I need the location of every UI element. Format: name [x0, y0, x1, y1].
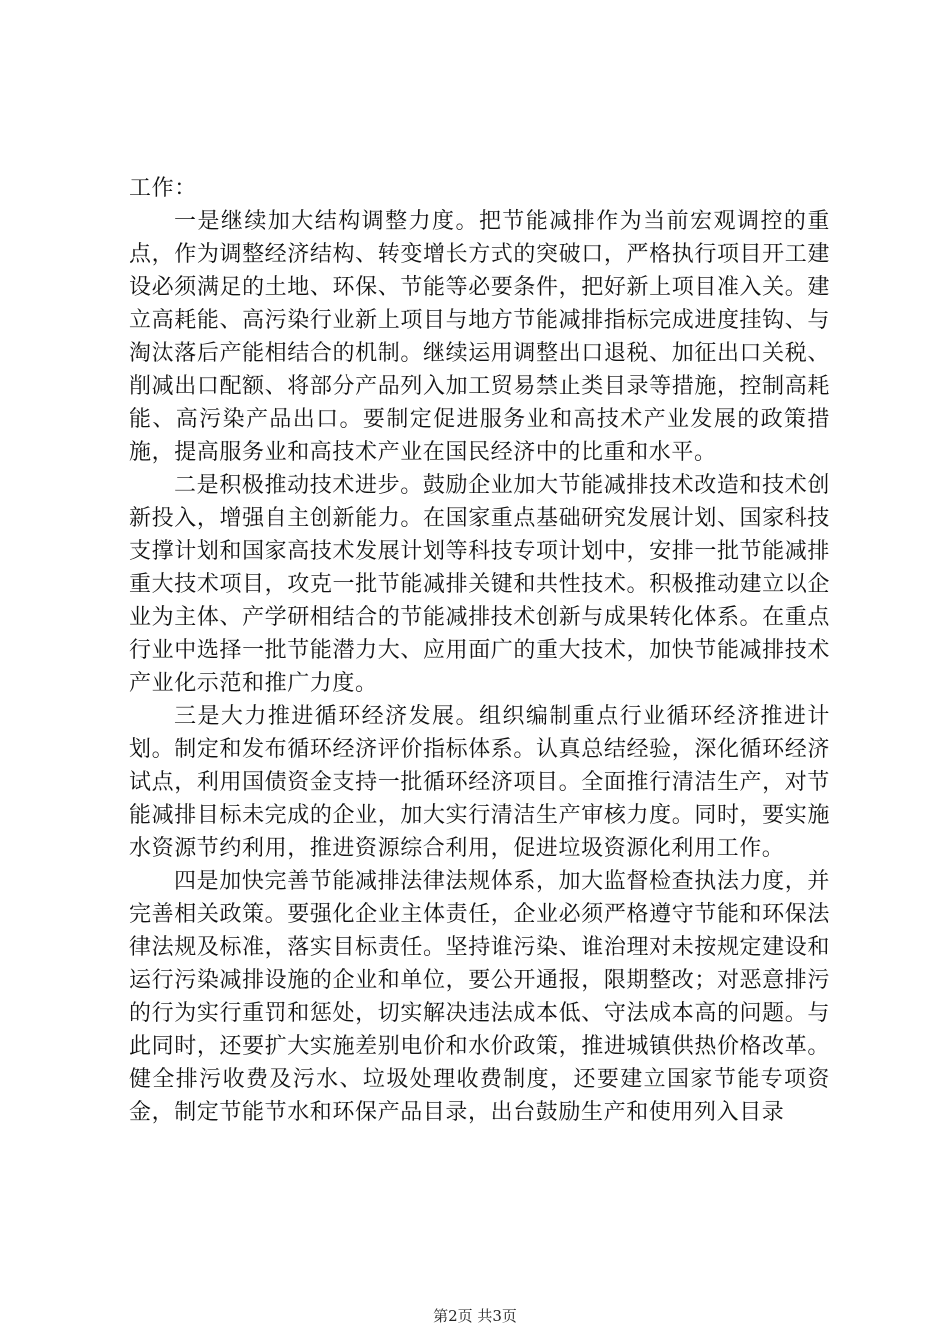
lead-line: 工作： — [129, 176, 197, 201]
paragraph-technology-progress: 二是积极推动技术进步。鼓励企业加大节能减排技术改造和技术创新投入，增强自主创新能力。在国家重点基础研究发展计划、国家科技支撑计划和国家高技术发展计划等科技专项计划中，安排一批节能减排重大技术项目，攻克一批节能减排关键和共性技术。积极推动建立以企业为主体、产学研相结合的节能减排技术创新与成果转化体系。在重点行业中选择一批节能潜力大、应用面广的重大技术，加快节能减排技术产业化示范和推广力度。 — [129, 473, 830, 696]
document-body — [129, 172, 830, 1129]
paragraph-circular-economy: 三是大力推进循环经济发展。组织编制重点行业循环经济推进计划。制定和发布循环经济评价指标体系。认真总结经验，深化循环经济试点，利用国债资金支持一批循环经济项目。全面推行清洁生产，对节能减排目标未完成的企业，加大实行清洁生产审核力度。同时，要实施水资源节约利用，推进资源综合利用，促进垃圾资源化利用工作。 — [129, 704, 830, 861]
paragraph-legal-system: 四是加快完善节能减排法律法规体系，加大监督检查执法力度，并完善相关政策。要强化企业主体责任，企业必须严格遵守节能和环保法律法规及标准，落实目标责任。坚持谁污染、谁治理对未按规定建设和运行污染减排设施的企业和单位，要公开通报，限期整改；对恶意排污的行为实行重罚和惩处，切实解决违法成本低、守法成本高的问题。与此同时，还要扩大实施差别电价和水价政策，推进城镇供热价格改革。健全排污收费及污水、垃圾处理收费制度，还要建立国家节能专项资金，制定节能节水和环保产品目录，出台鼓励生产和使用列入目录 — [129, 869, 830, 1125]
page-footer: 第2页 共3页 — [433, 1307, 517, 1325]
paragraph-structure-adjustment: 一是继续加大结构调整力度。把节能减排作为当前宏观调控的重点，作为调整经济结构、转变增长方式的突破口，严格执行项目开工建设必须满足的土地、环保、节能等必要条件，把好新上项目准入关。建立高耗能、高污染行业新上项目与地方节能减排指标完成进度挂钩、与淘汰落后产能相结合的机制。继续运用调整出口退税、加征出口关税、削减出口配额、将部分产品列入加工贸易禁止类目录等措施，控制高耗能、高污染产品出口。要制定促进服务业和高技术产业发展的政策措施，提高服务业和高技术产业在国民经济中的比重和水平。 — [129, 209, 830, 465]
